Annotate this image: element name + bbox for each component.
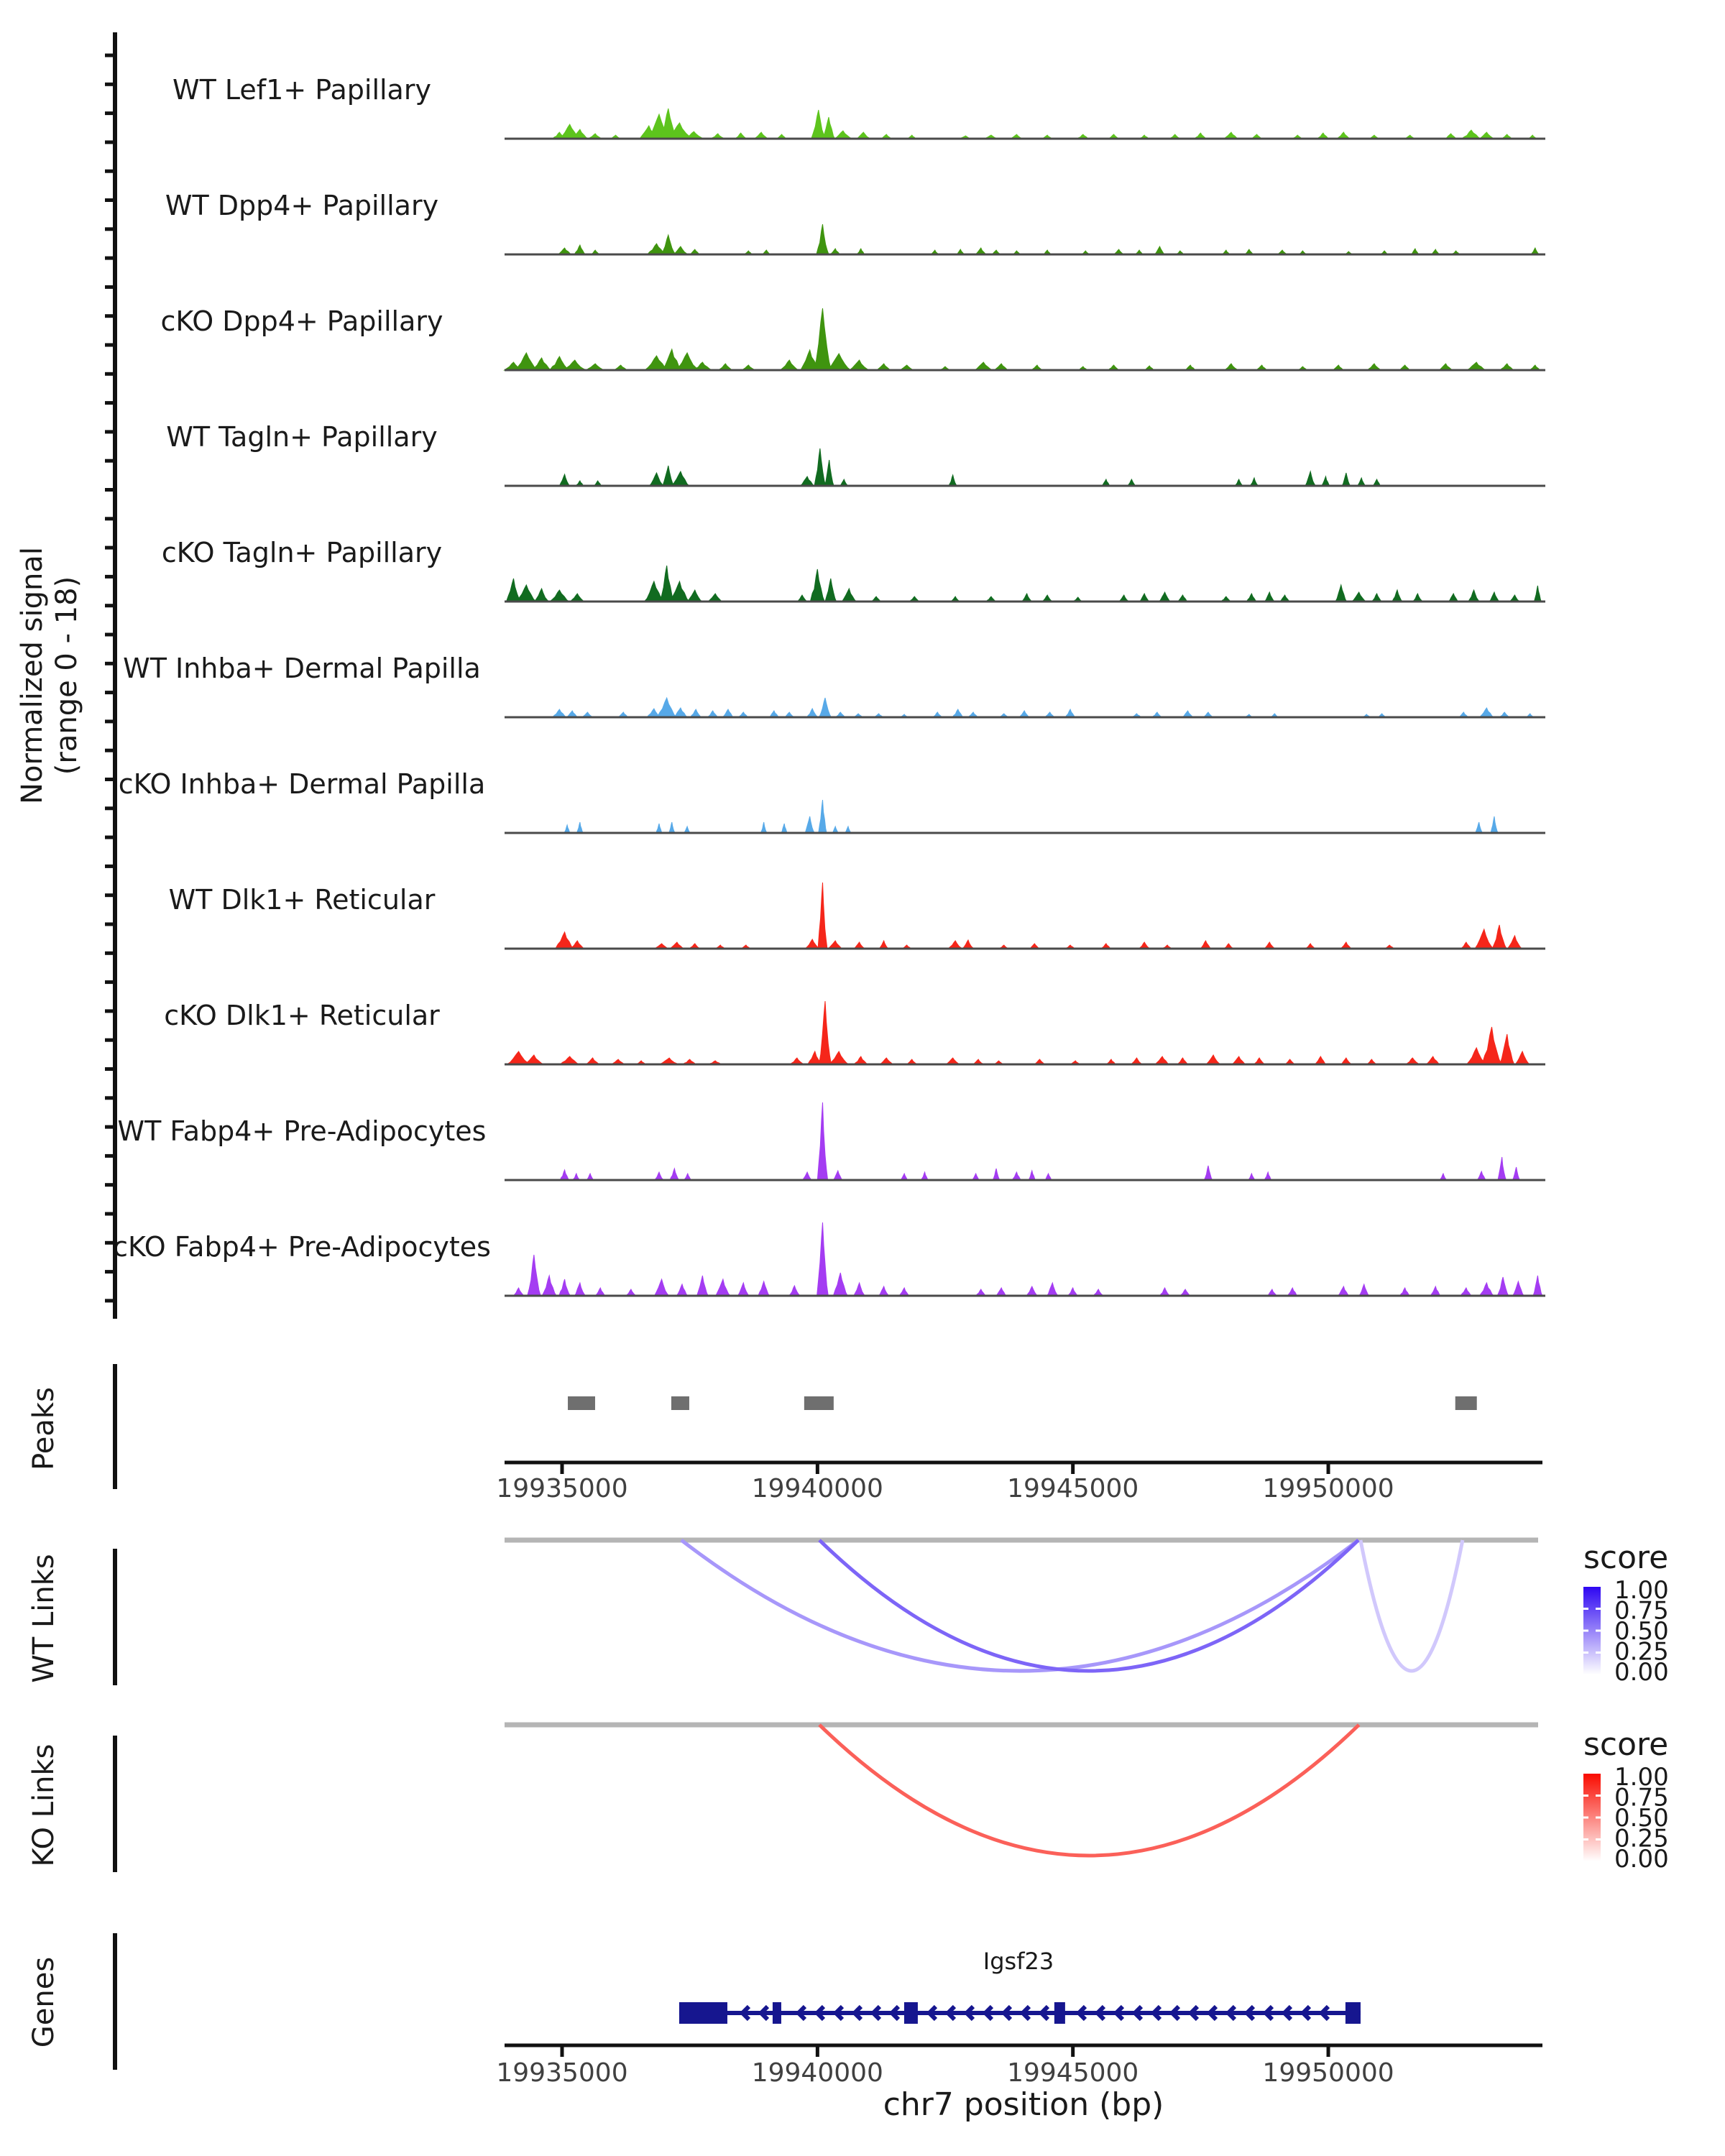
track-label: cKO Fabp4+ Pre-Adipocytes [113,1231,491,1263]
signal-area [559,448,1381,486]
wt-score-legend-title: score [1583,1539,1669,1576]
wt-links-panel [115,1540,1538,1685]
signal-area [505,308,1541,370]
signal-area [553,698,1535,717]
signal-track [169,883,1545,949]
peaks-section-label: Peaks [27,1387,60,1470]
gene-exon [904,2002,918,2024]
genome-axis-tick-label: 19945000 [1007,2058,1139,2088]
legend-tick-label: 0.50 [1614,1804,1669,1833]
peaks-panel [115,1364,1477,1489]
link-arc [1361,1540,1463,1671]
genes-section-label: Genes [27,1956,60,2048]
legend-tick-label: 0.25 [1614,1637,1669,1667]
genome-axis-tick-label: 19940000 [751,2058,883,2088]
gene-name-label: Igsf23 [983,1948,1054,1975]
signal-track [165,190,1545,254]
gene-exon [773,2002,781,2024]
gene-exon [1054,2002,1065,2024]
signal-track [118,1102,1545,1180]
genome-axis-tick-label: 19940000 [751,1474,883,1503]
signal-area [507,566,1542,602]
track-label: cKO Inhba+ Dermal Papilla [118,768,486,800]
peak-box [568,1396,595,1410]
signal-area [556,883,1522,949]
signal-track [172,74,1545,139]
peak-box [1455,1396,1477,1410]
track-label: WT Dlk1+ Reticular [168,884,436,916]
genome-axis-lower [496,2045,1542,2088]
peak-box [671,1396,689,1410]
gene-model-panel [115,1933,1361,2070]
track-label: WT Inhba+ Dermal Papilla [123,653,481,684]
legend-tick-label: 0.25 [1614,1824,1669,1853]
signal-area [507,1001,1530,1064]
peak-box [804,1396,834,1410]
wt-links-section-label: WT Links [27,1554,60,1683]
signal-track [166,421,1545,486]
track-label: cKO Dlk1+ Reticular [164,1000,440,1031]
legend-tick-label: 0.75 [1614,1783,1669,1812]
track-label: cKO Dpp4+ Papillary [160,305,443,337]
legend-tick-label: 0.50 [1614,1617,1669,1646]
signal-track [162,537,1545,602]
ko-score-legend-title: score [1583,1726,1669,1763]
signal-track [160,305,1545,370]
link-arc [819,1725,1359,1856]
gene-exon [679,2002,727,2024]
genome-axis-tick-label: 19935000 [496,2058,628,2088]
signal-track [119,768,1545,833]
genome-axis-tick-label: 19950000 [1262,1474,1394,1503]
genome-axis-tick-label: 19950000 [1262,2058,1394,2088]
ko-links-panel [115,1725,1538,1872]
signal-track [164,1000,1545,1064]
legend-tick-label: 0.00 [1614,1845,1669,1874]
ko-links-section-label: KO Links [27,1743,60,1867]
signal-area [553,109,1537,139]
genome-axis-tick-label: 19935000 [496,1474,628,1503]
signal-area [558,224,1540,254]
y-axis-label-line1: Normalized signal [16,547,49,804]
link-arc [681,1540,1358,1671]
signal-track [123,653,1545,717]
link-arc [819,1540,1358,1671]
gene-exon [1346,2002,1361,2024]
signal-area [513,1222,1542,1296]
genome-axis-upper [496,1462,1542,1503]
legend-tick-label: 1.00 [1614,1763,1669,1792]
track-label: cKO Tagln+ Papillary [161,537,443,568]
track-label: WT Lef1+ Papillary [172,74,431,106]
track-label: WT Tagln+ Papillary [166,421,438,453]
signal-area [560,1102,1519,1180]
legend-tick-label: 0.75 [1614,1596,1669,1626]
signal-area [564,800,1498,833]
x-axis-title: chr7 position (bp) [883,2086,1164,2123]
signal-track [113,1222,1545,1296]
genome-axis-tick-label: 19945000 [1007,1474,1139,1503]
track-label: WT Dpp4+ Papillary [165,190,439,221]
track-label: WT Fabp4+ Pre-Adipocytes [117,1115,487,1147]
legend-tick-label: 1.00 [1614,1576,1669,1605]
signal-tracks-panel [113,74,1545,1296]
signal-y-axis [105,32,115,1319]
legend-tick-label: 0.00 [1614,1658,1669,1687]
score-legends [1583,1576,1669,1874]
y-axis-label-line2: (range 0 - 18) [50,576,83,775]
